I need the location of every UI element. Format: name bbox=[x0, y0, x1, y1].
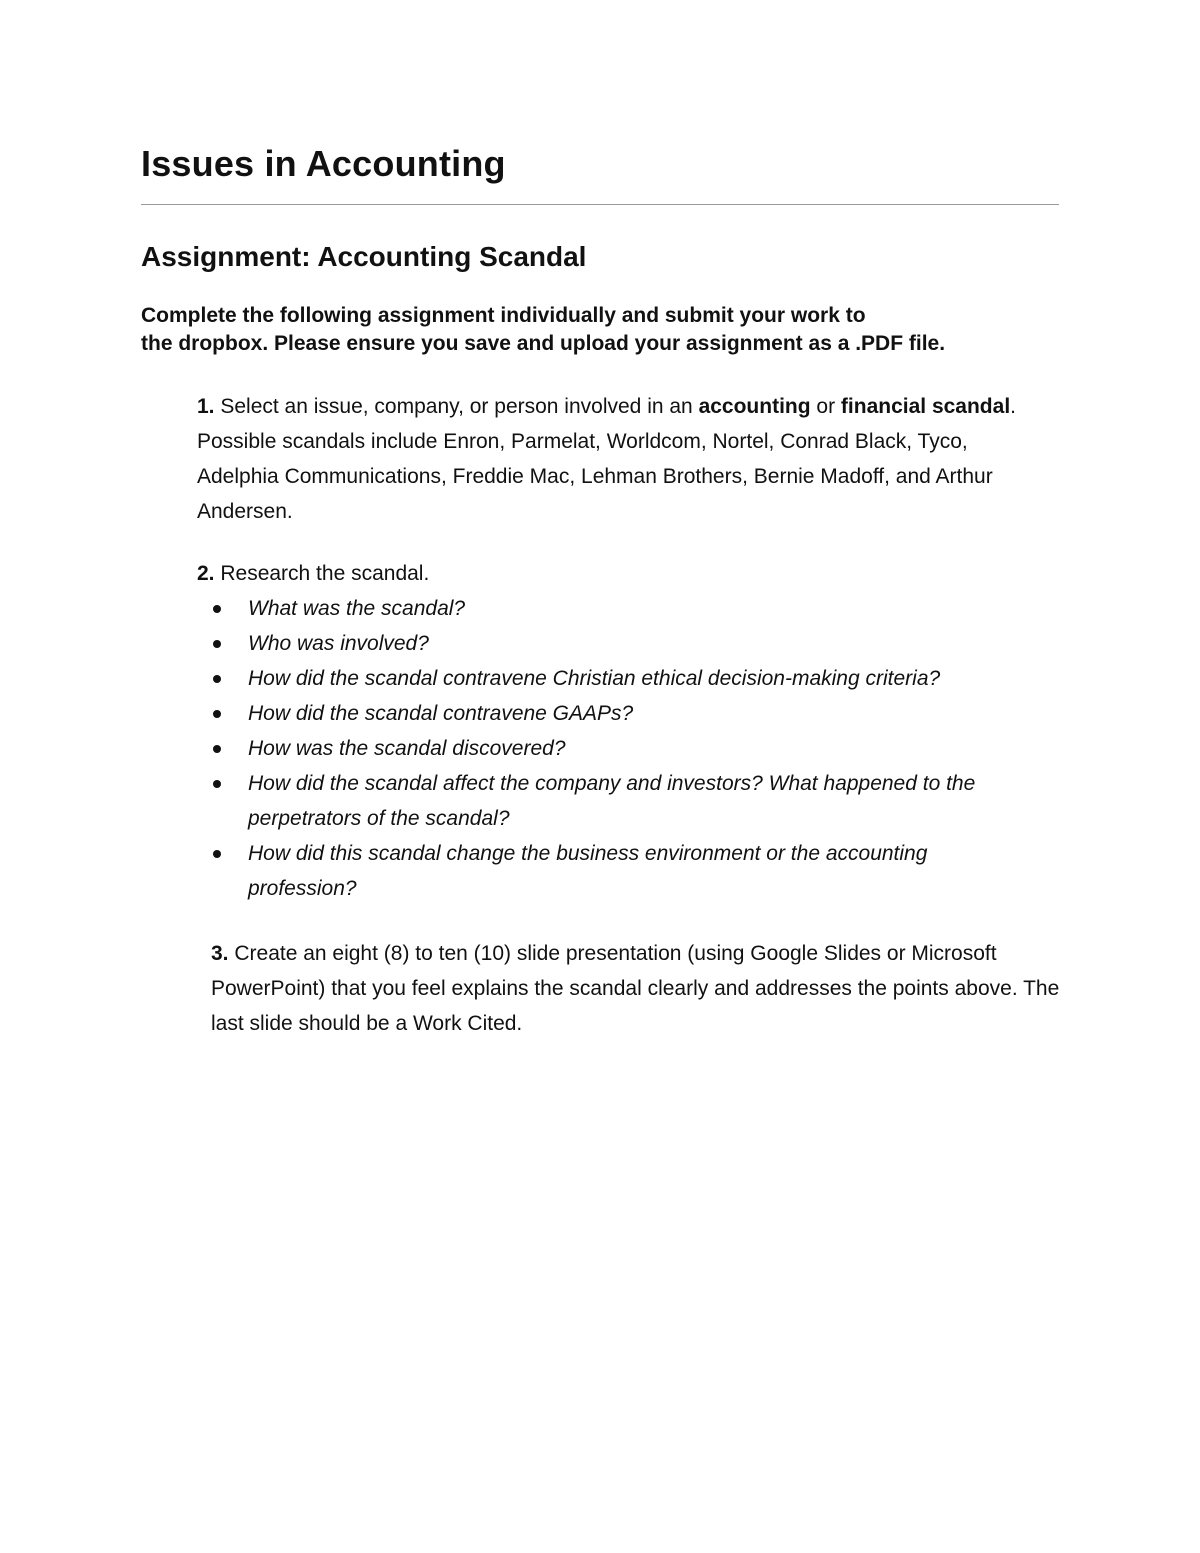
question-text: Who was involved? bbox=[248, 632, 429, 655]
step-3-text: Create an eight (8) to ten (10) slide presentation (using Google Slides or Microsoft PowerPoint) that you feel explains the scandal clearly and addresses the points above. The last slide should be a Work Cited. bbox=[211, 942, 1060, 1035]
bullet-icon bbox=[213, 605, 221, 613]
list-item bbox=[211, 626, 1041, 661]
assignment-instructions bbox=[141, 302, 1071, 358]
title-divider bbox=[141, 204, 1059, 205]
step-2-text: Research the scandal. bbox=[214, 562, 430, 585]
step-1 bbox=[197, 389, 1047, 529]
page-title: Issues in Accounting bbox=[141, 143, 506, 184]
instructions-line-2: the dropbox. Please ensure you save and upload your assignment as a .PDF file. bbox=[141, 332, 946, 355]
step-1-number: 1. bbox=[197, 395, 215, 418]
step-2-number: 2. bbox=[197, 562, 215, 585]
research-questions-list bbox=[211, 591, 1041, 906]
step-1-bold-financial-scandal: financial scandal bbox=[840, 395, 1011, 418]
list-item bbox=[211, 696, 1041, 731]
list-item bbox=[211, 836, 1041, 906]
list-item bbox=[211, 661, 1041, 696]
step-3-number: 3. bbox=[211, 942, 229, 965]
assignment-heading: Assignment: Accounting Scandal bbox=[141, 241, 587, 272]
bullet-icon bbox=[213, 710, 221, 718]
bullet-icon bbox=[213, 640, 221, 648]
list-item bbox=[211, 766, 1041, 836]
step-1-bold-accounting: accounting bbox=[698, 395, 811, 418]
question-text: How was the scandal discovered? bbox=[248, 737, 566, 760]
step-1-text-a: Select an issue, company, or person involved in an bbox=[214, 395, 699, 418]
step-1-text-c: . Possible scandals include Enron, Parmelat, Worldcom, Nortel, Conrad Black, Tyco, Adelphia Communications, Freddie Mac, Lehman Brothers, Bernie Madoff, and Arthur Andersen. bbox=[197, 395, 1016, 523]
step-1-text-b: or bbox=[810, 395, 841, 418]
bullet-icon bbox=[213, 850, 221, 858]
bullet-icon bbox=[213, 675, 221, 683]
list-item bbox=[211, 591, 1041, 626]
step-2 bbox=[197, 556, 1047, 591]
bullet-icon bbox=[213, 745, 221, 753]
question-text: How did the scandal affect the company and investors? What happened to the perpetrators of the scandal? bbox=[248, 772, 976, 830]
question-text: How did this scandal change the business environment or the accounting profession? bbox=[248, 842, 928, 900]
question-text: What was the scandal? bbox=[248, 597, 466, 620]
step-3 bbox=[211, 936, 1061, 1041]
question-text: How did the scandal contravene GAAPs? bbox=[248, 702, 634, 725]
bullet-icon bbox=[213, 780, 221, 788]
list-item bbox=[211, 731, 1041, 766]
instructions-line-1: Complete the following assignment individually and submit your work to bbox=[141, 304, 866, 327]
question-text: How did the scandal contravene Christian ethical decision-making criteria? bbox=[248, 667, 941, 690]
